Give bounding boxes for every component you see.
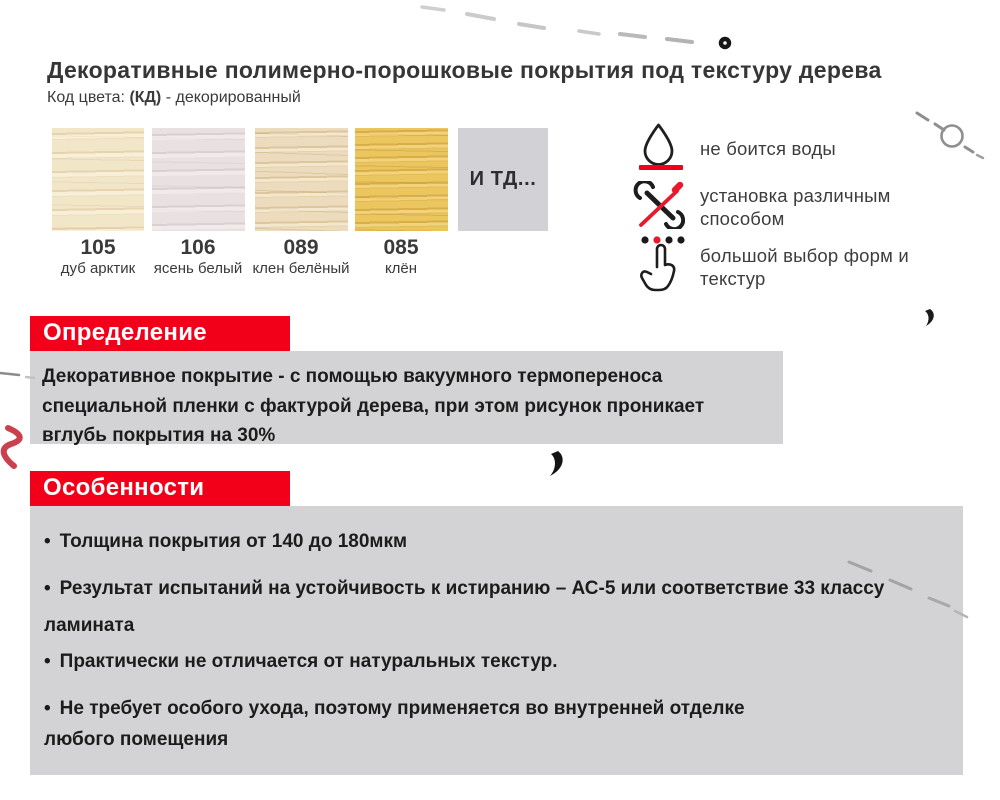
dashed-circle-icon — [905, 103, 997, 167]
benefit-label-water: не боится воды — [700, 138, 836, 159]
wood-swatch-089 — [255, 128, 348, 231]
features-list — [30, 506, 963, 775]
water-drop-underline — [639, 165, 683, 170]
page-title: Декоративные полимерно-порошковые покрытия под текстуру дерева — [47, 57, 882, 83]
swatch-name: клён — [384, 260, 418, 277]
color-code-subtitle — [47, 89, 301, 107]
definition-body — [30, 351, 783, 444]
definition-line: специальной пленки с фактурой дерева, при этом рисунок проникает — [42, 395, 705, 417]
dash-trail-icon — [410, 0, 740, 58]
definition-line: вглубь покрытия на 30% — [42, 425, 276, 446]
feature-bullet: • Практически не отличается от натуральных текстур. — [44, 651, 558, 673]
swatch-label — [331, 236, 471, 278]
comma-mark-icon — [917, 306, 939, 330]
wrench-screwdriver-icon — [633, 181, 685, 229]
feature-bullet: • Толщина покрытия от 140 до 180мкм — [44, 531, 407, 553]
swatch-code: 085 — [383, 236, 419, 259]
hand-pointer-icon — [637, 232, 691, 292]
feature-bullet: • Результат испытаний на устойчивость к истиранию – АС-5 или соответствие 33 классу ламината — [44, 570, 884, 644]
water-drop-icon — [641, 121, 677, 165]
wood-swatch-105 — [52, 128, 144, 231]
donut-dot-icon — [721, 39, 729, 47]
features-heading: Особенности — [30, 471, 290, 506]
subtitle-prefix: Код цвета: — [47, 89, 130, 106]
benefit-label-choice: большой выбор форм и текстур — [700, 245, 909, 289]
swatch-name: клен белёный — [252, 260, 350, 277]
definition-heading: Определение — [30, 316, 290, 351]
subtitle-code: (КД) — [129, 89, 162, 106]
etc-label: И ТД... — [469, 168, 537, 190]
red-squiggle-icon — [0, 424, 30, 472]
comma-mark-icon — [543, 448, 569, 480]
subtitle-suffix: - декорированный — [161, 89, 301, 106]
definition-line: Декоративное покрытие - с помощью вакуумного термопереноса — [42, 366, 663, 387]
feature-bullet: • Не требует особого ухода, поэтому применяется во внутренней отделке любого помещения — [44, 693, 745, 755]
swatch-code: 106 — [180, 236, 216, 259]
swatch-code: 105 — [80, 236, 116, 259]
wood-swatch-106 — [152, 128, 245, 231]
swatch-name: дуб арктик — [60, 260, 136, 277]
swatch-code: 089 — [283, 236, 319, 259]
etc-box — [458, 128, 548, 231]
wood-swatch-085 — [355, 128, 448, 231]
swatch-name: ясень белый — [153, 260, 243, 277]
benefit-label-install: установка различным способом — [700, 185, 891, 229]
